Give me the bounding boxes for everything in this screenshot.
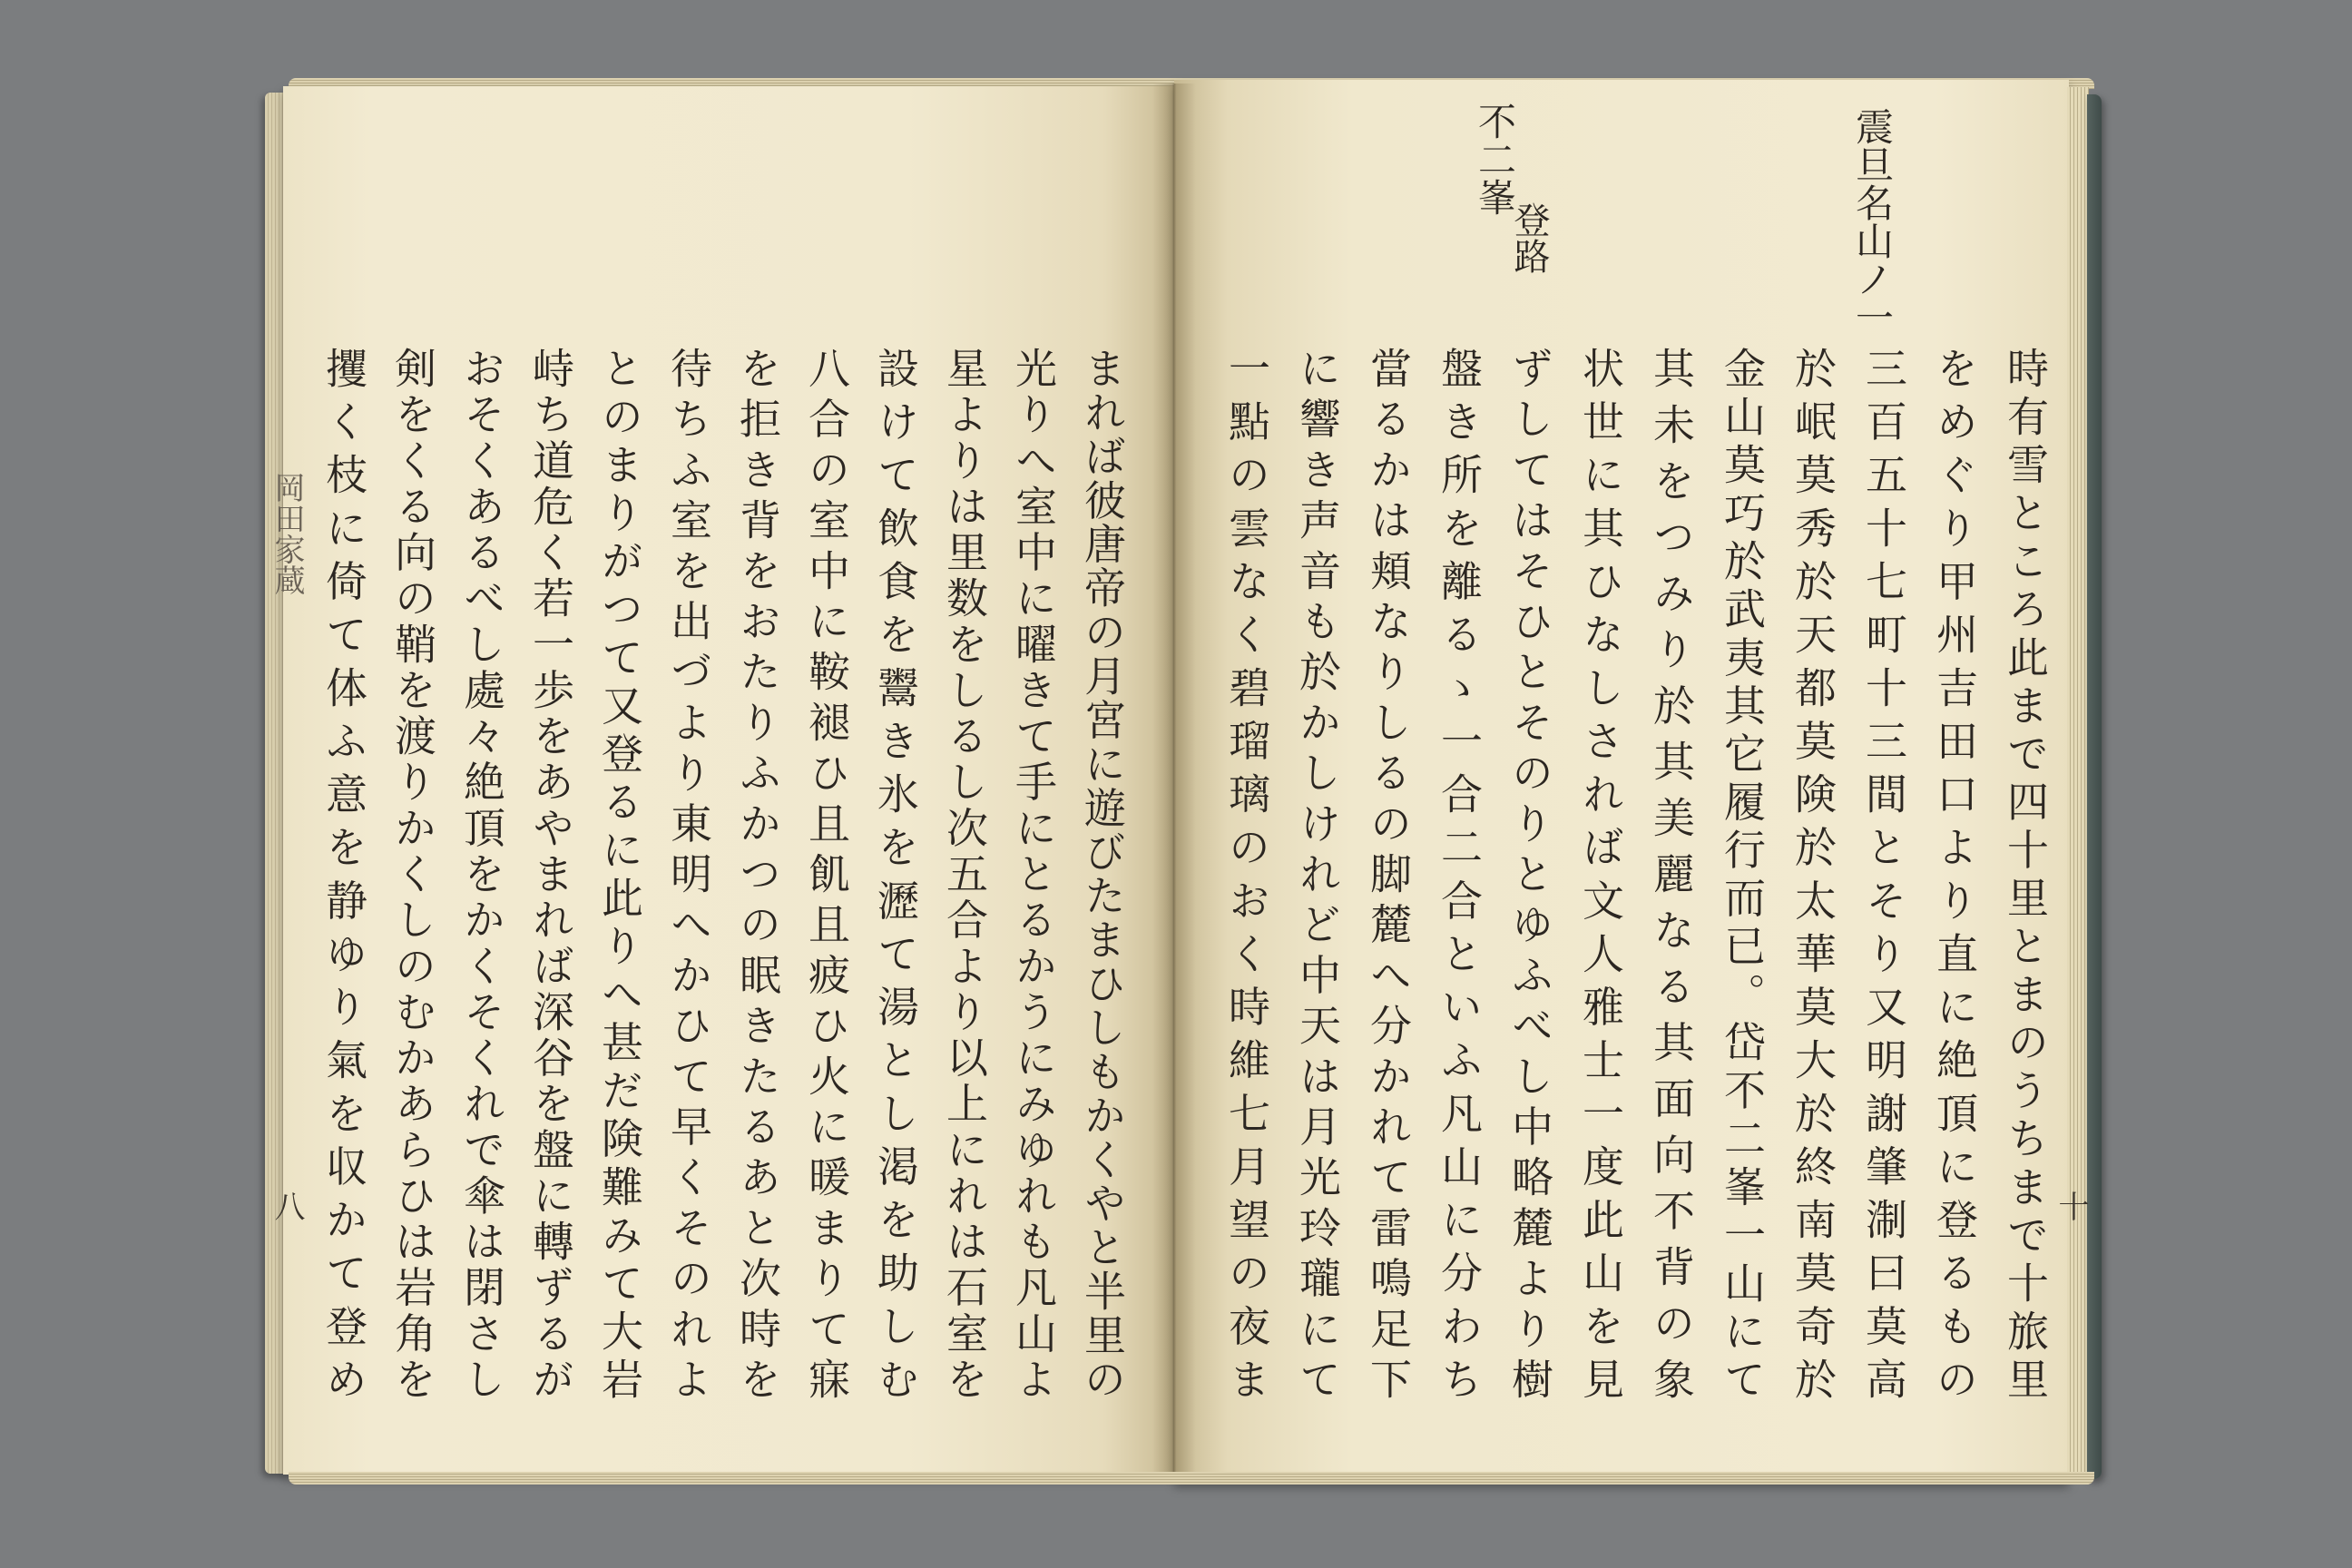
right-column-10: 當るかは頬なりしるの脚麓へ分かれて雷鳴足下: [1364, 347, 1413, 1399]
left-column-7: 待ちふ室を出づより東明へかひて早くそのれよ: [664, 347, 713, 1399]
right-column-11: に響き声音も於かしけれど中天は月光玲瓏にて: [1293, 347, 1342, 1399]
right-column-5: 金山莫巧於武夷其它履行而已。岱不二峯一山にて: [1718, 347, 1767, 1399]
left-column-9: 峙ち道危く若一歩をあやまれば深谷を盤に轉ずるが: [526, 347, 575, 1399]
right-column-12: 一點の雲なく碧瑠璃のおく時維七月望の夜ま: [1222, 347, 1271, 1399]
left-page-number: 八: [269, 1191, 305, 1221]
book-gutter: [1152, 83, 1196, 1481]
right-column-6: 其未をつみり於其美麗なる其面向不背の象: [1647, 347, 1696, 1399]
right-column-7: 状世に其ひなしされば文人雅士一度此山を見: [1576, 347, 1625, 1399]
page-stack-bottom: [289, 1472, 2094, 1485]
section-title: 不二峯: [1473, 102, 1517, 216]
right-column-1: 時有雪ところ此まで四十里とまのうちまで十旅里: [2001, 347, 2050, 1399]
left-column-1: まれば彼唐帝の月宮に遊びたまひしもかくやと半里の: [1078, 347, 1127, 1399]
right-page-number: 十: [2053, 1191, 2089, 1221]
right-column-3: 三百五十七町十三間とそり又明謝肇淛曰莫高: [1859, 347, 1908, 1399]
left-column-3: 星よりは里数をしるし次五合より以上にれは石室を: [940, 347, 989, 1399]
left-column-10: おそくあるべし處々絶頂をかくそくれで傘は閉さし: [457, 347, 506, 1399]
left-column-2: 光りへ室中に曜きて手にとるかうにみゆれも凡山よ: [1009, 347, 1058, 1399]
left-edge-note: 岡田家蔵: [269, 472, 305, 595]
right-column-8: ずしてはそひとそのりとゆふべし中略麓より樹: [1505, 347, 1554, 1399]
right-column-4: 於岷莫秀於天都莫険於太華莫大於終南莫奇於: [1788, 347, 1838, 1399]
book-cover-edge: [2087, 94, 2102, 1479]
right-column-9: 盤き所を離るゝ一合二合といふ凡山に分わち: [1435, 347, 1484, 1399]
left-column-12: 攫く枝に倚て体ふ意を静ゆり氣を収かて登め: [319, 347, 368, 1399]
right-column-2: をめぐり甲州吉田口より直に絶頂に登るもの: [1930, 347, 1979, 1399]
left-column-5: 八合の室中に鞍褪ひ且飢且疲ひ火に暖まりて寐: [802, 347, 851, 1399]
series-title: 震旦名山ノ一: [1850, 107, 1895, 336]
section-subtitle: 登路: [1508, 201, 1550, 274]
left-column-6: を拒き背をおたりふかつの眠きたるあと次時を: [733, 347, 782, 1399]
page-stack-right: [2067, 87, 2089, 1485]
left-column-11: 剣をくる向の鞘を渡りかくしのむかあらひは岩角を: [388, 347, 437, 1399]
left-column-4: 設けて飲食を鬻き氷を瀝て湯とし渇を助しむ: [871, 347, 920, 1399]
left-column-8: とのまりがつて又登るに此りへ甚だ険難みて大岩: [595, 347, 644, 1399]
